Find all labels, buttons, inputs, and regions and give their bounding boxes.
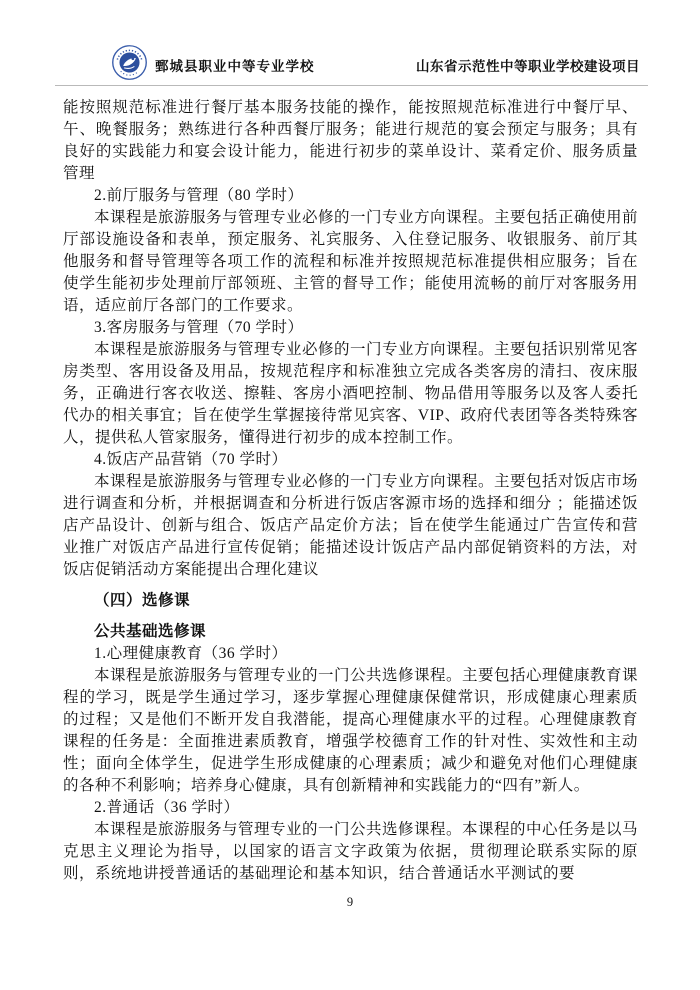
body-para: 本课程是旅游服务与管理专业的一门公共选修课程。主要包括心理健康教育课程的学习，既是学生通过学习，逐步掌握心理健康保健常识，形成健康心理素质的过程；又是他们不断开发自我潜能，提高心理健康水平的过程。心理健康教育课程的任务是：全面推进素质教育，增强学校德育工作的针对性、实效性和主动性；面向全体学生，促进学生形成健康的心理素质；减少和避免对他们心理健康的各种不利影响；培养身心健康，具有创新精神和实践能力的“四有”新人。 <box>63 667 639 794</box>
continuation: 能按照规范标准进行餐厅基本服务技能的操作，能按照规范标准进行中餐厅早、午、晚餐服务；熟练进行各种西餐厅服务；能进行规范的宴会预定与服务；具有良好的实践能力和宴会设计能力，能进行初步的菜单设计、菜肴定价、服务质量管理 <box>63 99 638 182</box>
page-header <box>55 44 648 86</box>
header-left <box>111 48 315 81</box>
document-body <box>63 97 638 885</box>
section-heading: （四）选修课 <box>94 592 191 609</box>
course-title: 2.普通话（36 学时） <box>94 799 240 816</box>
body-para: 本课程是旅游服务与管理专业的一门公共选修课程。本课程的中心任务是以马克思主义理论为指导，以国家的语言文字政策为依据，贯彻理论联系实际的原则，系统地讲授普通话的基础理论和基本知识，结合普通话水平测试的要 <box>63 821 639 882</box>
body-para: 本课程是旅游服务与管理专业必修的一门专业方向课程。主要包括对饭店市场进行调查和分析，并根据调查和分析进行饭店客源市场的选择和细分 ；能描述饭店产品设计、创新与组合、饭店产品定价方法；旨在使学生能通过广告宣传和营业推广对饭店产品进行宣传促销；能描述设计饭店产品内部促销资料的方法，对饭店促销活动方案能提出合理化建议 <box>63 473 639 578</box>
course-title: 1.心理健康教育（36 学时） <box>94 645 288 662</box>
course-title: 4.饭店产品营销（70 学时） <box>94 451 288 468</box>
sub-heading: 公共基础选修课 <box>94 623 207 640</box>
page-number: 9 <box>346 895 354 909</box>
school-emblem-icon <box>111 44 148 81</box>
course-title: 2.前厅服务与管理（80 学时） <box>94 187 304 204</box>
project-name: 山东省示范性中等职业学校建设项目 <box>416 58 640 74</box>
body-para: 本课程是旅游服务与管理专业必修的一门专业方向课程。主要包括正确使用前厅部设施设备和表单，预定服务、礼宾服务、入住登记服务、收银服务、前厅其他服务和督导管理等各项工作的流程和标准并按照规范标准提供相应服务；旨在使学生能初步处理前厅部领班、主管的督导工作；能使用流畅的前厅对客服务用语，适应前厅各部门的工作要求。 <box>63 209 639 314</box>
school-name: 鄄城县职业中等专业学校 <box>155 58 315 74</box>
body-para: 本课程是旅游服务与管理专业必修的一门专业方向课程。主要包括识别常见客房类型、客用设备及用品，按规范程序和标准独立完成各类客房的清扫、夜床服务，正确进行客衣收送、擦鞋、客房小酒吧控制、物品借用等服务以及客人委托代办的相关事宜；旨在使学生掌握接待常见宾客、VIP、政府代表团等各类特殊客人，提供私人管家服务，懂得进行初步的成本控制工作。 <box>63 341 639 446</box>
course-title: 3.客房服务与管理（70 学时） <box>94 319 304 336</box>
